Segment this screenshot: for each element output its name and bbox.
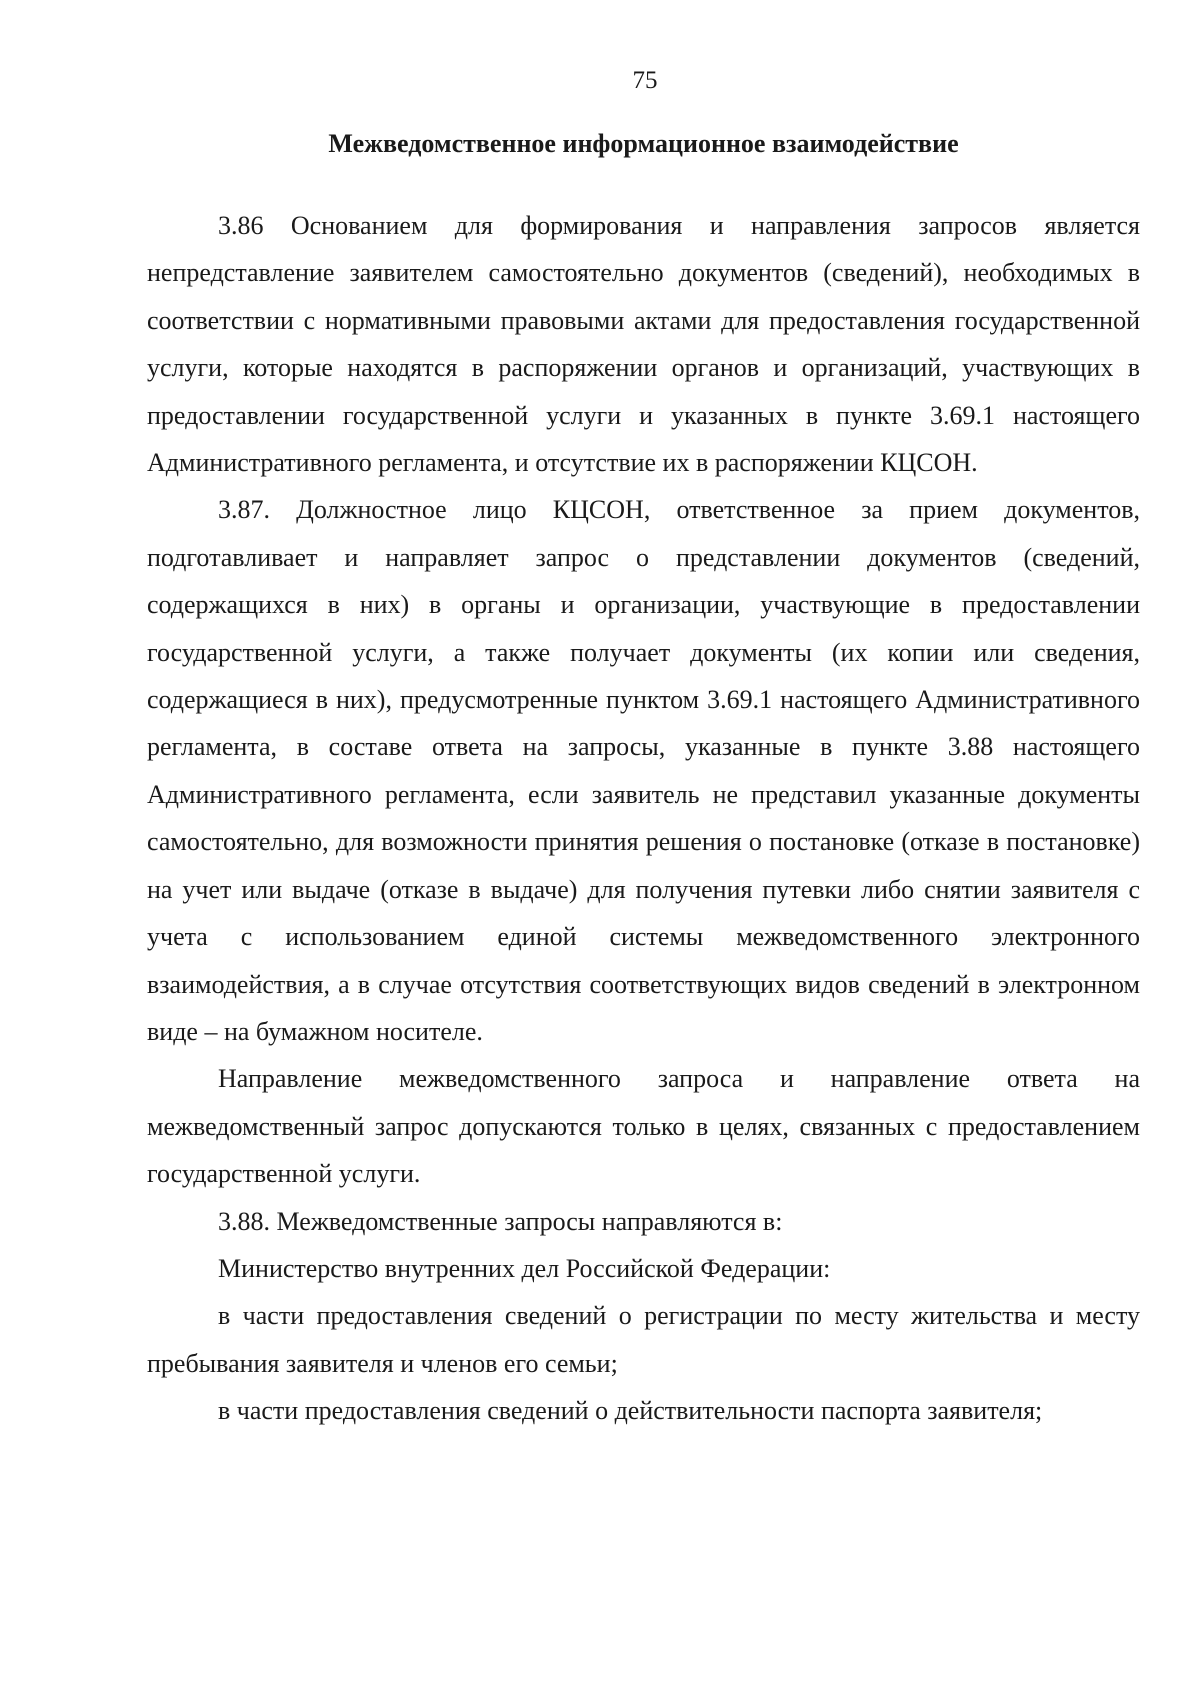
paragraph-registration-info: в части предоставления сведений о регистрации по месту жительства и месту пребывания заявителя и членов его семьи; bbox=[147, 1301, 1140, 1378]
paragraph-3-86: 3.86 Основанием для формирования и направления запросов является непредставление заявителем самостоятельно документов (сведений), необходимых в соответствии с нормативными правовыми актами для предоставления государственной услуги, которые находятся в распоряжении органов и организаций, участвующих в предоставлении государственной услуги и указанных в пункте 3.69.1 настоящего Административного регламента, и отсутствие их в распоряжении КЦСОН. bbox=[147, 211, 1140, 478]
paragraph-request-purpose: Направление межведомственного запроса и направление ответа на межведомственный запрос допускаются только в целях, связанных с предоставлением государственной услуги. bbox=[147, 1064, 1140, 1189]
document-body bbox=[147, 202, 1140, 1435]
paragraph-ministry: Министерство внутренних дел Российской Федерации: bbox=[218, 1253, 831, 1283]
paragraph-passport-validity: в части предоставления сведений о действительности паспорта заявителя; bbox=[218, 1396, 1043, 1426]
paragraph-3-87: 3.87. Должностное лицо КЦСОН, ответственное за прием документов, подготавливает и направляет запрос о представлении документов (сведений, содержащихся в них) в органы и организации, участвующие в предоставлении государственной услуги, а также получает документы (их копии или сведения, содержащиеся в них), предусмотренные пунктом 3.69.1 настоящего Административного регламента, в составе ответа на запросы, указанные в пункте 3.88 настоящего Административного регламента, если заявитель не представил указанные документы самостоятельно, для возможности принятия решения о постановке (отказе в постановке) на учет или выдаче (отказе в выдаче) для получения путевки либо снятии заявителя с учета с использованием единой системы межведомственного электронного взаимодействия, а в случае отсутствия соответствующих видов сведений в электронном виде – на бумажном носителе. bbox=[147, 495, 1140, 1046]
paragraph-3-88: 3.88. Межведомственные запросы направляются в: bbox=[218, 1206, 783, 1236]
page-number: 75 bbox=[632, 67, 658, 94]
section-heading: Межведомственное информационное взаимодействие bbox=[328, 129, 959, 158]
